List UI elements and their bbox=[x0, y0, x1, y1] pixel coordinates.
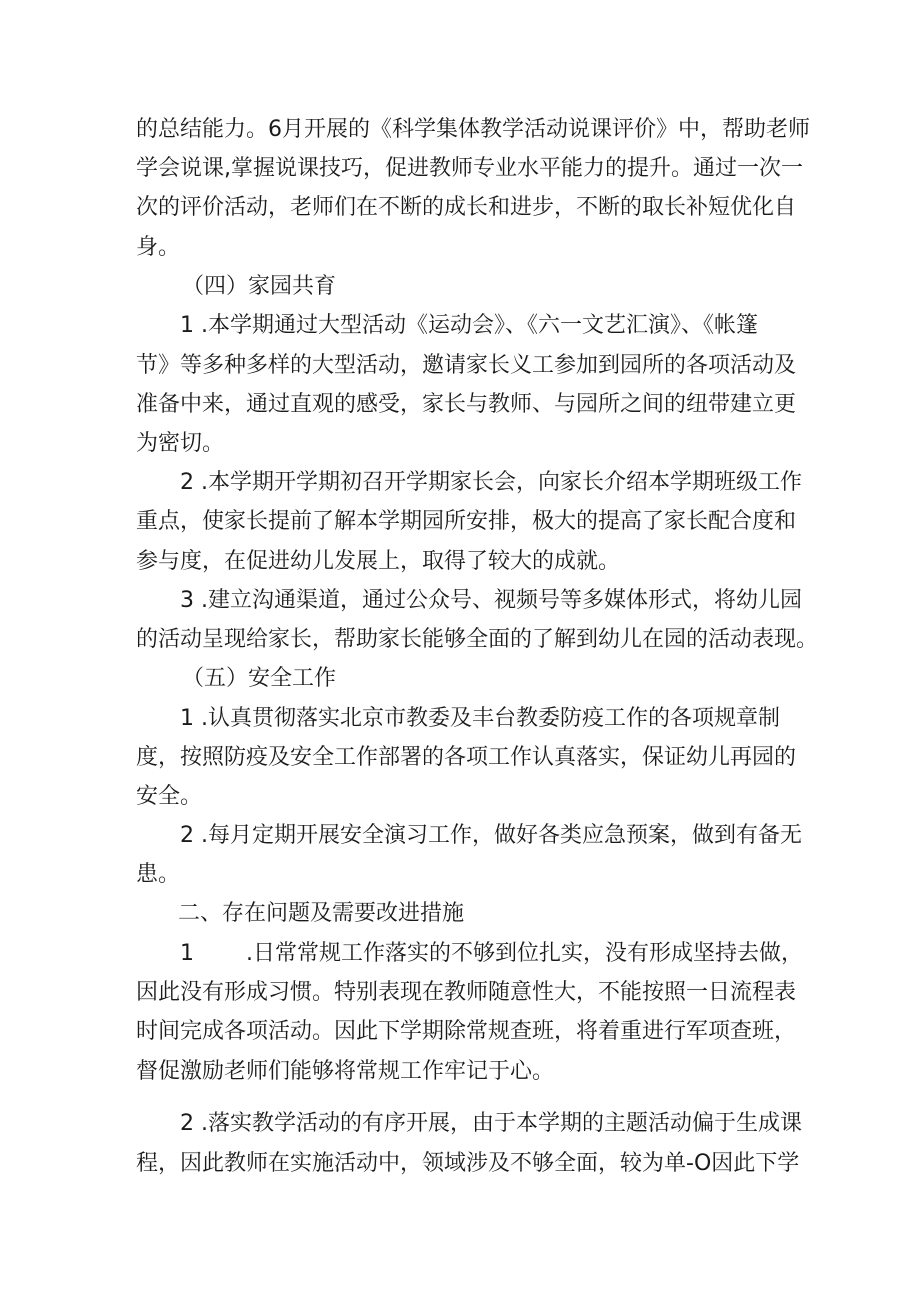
text-line: 安全。 bbox=[136, 784, 203, 809]
text-line: 度，按照防疫及安全工作部署的各项工作认真落实，保证幼儿再园的 bbox=[136, 745, 797, 770]
text-line: 的活动呈现给家长，帮助家长能够全面的了解到幼儿在园的活动表现。 bbox=[136, 627, 819, 652]
section-heading: （四）家园共育 bbox=[182, 274, 337, 299]
text-line: .本学期开学期初召开学期家长会，向家长介绍本学期班级工作 bbox=[194, 470, 802, 495]
item-number: 1 bbox=[180, 313, 194, 338]
text-line: 次的评价活动，老师们在不断的成长和进步，不断的取长补短优化自 bbox=[136, 195, 797, 220]
item-number: 2 bbox=[180, 823, 194, 848]
numbered-paragraph-line bbox=[180, 470, 802, 496]
text-line: .建立沟通渠道，通过公众号、视频号等多媒体形式，将幼儿园 bbox=[194, 588, 802, 613]
text-line: .每月定期开展安全演习工作，做好各类应急预案，做到有备无 bbox=[194, 823, 802, 848]
numbered-paragraph-line bbox=[180, 941, 803, 967]
item-number: 3 bbox=[180, 588, 194, 613]
text-line: 的总结能力。6月开展的《科学集体教学活动说课评价》中，帮助老师 bbox=[136, 117, 810, 142]
text-line: .认真贯彻落实北京市教委及丰台教委防疫工作的各项规章制 bbox=[194, 706, 780, 731]
text-line: 为密切。 bbox=[136, 431, 225, 456]
text-line: 准备中来，通过直观的感受，家长与教师、与园所之间的纽带建立更 bbox=[136, 392, 797, 417]
text-line: 因此没有形成习惯。特别表现在教师随意性大，不能按照一日流程表 bbox=[136, 980, 797, 1005]
section-heading: 二、存在问题及需要改进措施 bbox=[178, 901, 465, 926]
text-line: 程，因此教师在实施活动中，领域涉及不够全面，较为单-O因此下学 bbox=[136, 1151, 800, 1176]
numbered-paragraph-line bbox=[180, 706, 780, 732]
text-line: 节》等多种多样的大型活动，邀请家长义工参加到园所的各项活动及 bbox=[136, 353, 797, 378]
numbered-paragraph-line bbox=[180, 1111, 802, 1137]
item-number: 1 bbox=[180, 706, 194, 731]
text-line: 督促激励老师们能够将常规工作牢记于心。 bbox=[136, 1059, 555, 1084]
numbered-paragraph-line bbox=[180, 588, 802, 614]
item-number: 1 bbox=[180, 941, 194, 966]
text-line: 身。 bbox=[136, 235, 181, 260]
text-line: 重点，使家长提前了解本学期园所安排，极大的提高了家长配合度和 bbox=[136, 509, 797, 534]
numbered-paragraph-line bbox=[180, 313, 758, 339]
text-line: .日常常规工作落实的不够到位扎实，没有形成坚持去做， bbox=[246, 941, 803, 966]
text-line: .本学期通过大型活动《运动会》、《六一文艺汇演》、《帐篷 bbox=[194, 313, 758, 338]
text-line: 参与度，在促进幼儿发展上，取得了较大的成就。 bbox=[136, 549, 621, 574]
item-number: 2 bbox=[180, 470, 194, 495]
section-heading: （五）安全工作 bbox=[182, 666, 337, 691]
text-line: 时间完成各项活动。因此下学期除常规查班，将着重进行军项查班， bbox=[136, 1019, 797, 1044]
numbered-paragraph-line bbox=[180, 823, 802, 849]
text-line: 学会说课,掌握说课技巧，促进教师专业水平能力的提升。通过一次一 bbox=[136, 156, 803, 181]
text-line: 患。 bbox=[136, 862, 181, 887]
item-number: 2 bbox=[180, 1111, 194, 1136]
text-line: .落实教学活动的有序开展，由于本学期的主题活动偏于生成课 bbox=[194, 1111, 802, 1136]
